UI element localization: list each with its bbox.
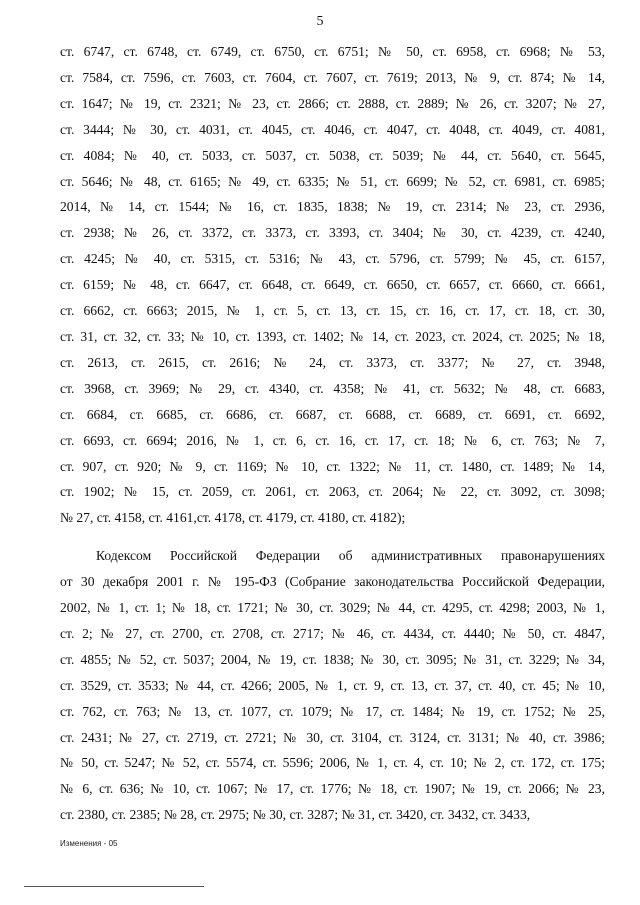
text-line: ст. 2380, ст. 2385; № 28, ст. 2975; № 30, ст. 3287; № 31, ст. 3420, ст. 3432, ст. 3433, [60, 807, 531, 823]
paragraph-code-citations [60, 543, 605, 828]
text-line: ст. 6159; № 48, ст. 6647, ст. 6648, ст. 6649, ст. 6650, ст. 6657, ст. 6660, ст. 6661, [60, 277, 605, 293]
text-line: 2002, № 1, ст. 1; № 18, ст. 1721; № 30, ст. 3029; № 44, ст. 4295, ст. 4298; 2003, № 1, [60, 600, 605, 616]
text-line: № 6, ст. 636; № 10, ст. 1067; № 17, ст. 1776; № 18, ст. 1907; № 19, ст. 2066; № 23, [60, 781, 605, 797]
text-line: ст. 31, ст. 32, ст. 33; № 10, ст. 1393, ст. 1402; № 14, ст. 2023, ст. 2024, ст. 2025; № 18, [60, 328, 605, 344]
text-line: ст. 2; № 27, ст. 2700, ст. 2708, ст. 2717; № 46, ст. 4434, ст. 4440; № 50, ст. 4847, [60, 625, 605, 641]
text-line: Кодексом Российской Федерации об административных правонарушениях [96, 548, 605, 564]
text-line: ст. 2431; № 27, ст. 2719, ст. 2721; № 30, ст. 3104, ст. 3124, ст. 3131; № 40, ст. 3986; [60, 729, 605, 745]
text-line: ст. 4084; № 40, ст. 5033, ст. 5037, ст. 5038, ст. 5039; № 44, ст. 5640, ст. 5645, [60, 147, 605, 163]
text-line: ст. 3968, ст. 3969; № 29, ст. 4340, ст. 4358; № 41, ст. 5632; № 48, ст. 6683, [60, 380, 605, 396]
document-body [60, 39, 605, 828]
text-line: ст. 1902; № 15, ст. 2059, ст. 2061, ст. 2063, ст. 2064; № 22, ст. 3092, ст. 3098; [60, 484, 605, 500]
footer-label: Изменения - 05 [60, 839, 118, 848]
page-number: 5 [316, 14, 324, 29]
paragraph-citations [60, 39, 605, 531]
text-line: ст. 4855; № 52, ст. 5037; 2004, № 19, ст. 1838; № 30, ст. 3095; № 31, ст. 3229; № 34, [60, 651, 605, 667]
text-line: ст. 5646; № 48, ст. 6165; № 49, ст. 6335; № 51, ст. 6699; № 52, ст. 6981, ст. 6985; [60, 173, 605, 189]
text-line: ст. 3529, ст. 3533; № 44, ст. 4266; 2005, № 1, ст. 9, ст. 13, ст. 37, ст. 40, ст. 45; № 10, [60, 677, 605, 693]
text-line: ст. 6693, ст. 6694; 2016, № 1, ст. 6, ст. 16, ст. 17, ст. 18; № 6, ст. 763; № 7, [60, 432, 605, 448]
text-line: ст. 2613, ст. 2615, ст. 2616; № 24, ст. 3373, ст. 3377; № 27, ст. 3948, [60, 354, 605, 370]
text-line: 2014, № 14, ст. 1544; № 16, ст. 1835, 1838; № 19, ст. 2314; № 23, ст. 2936, [60, 199, 605, 215]
text-line: ст. 907, ст. 920; № 9, ст. 1169; № 10, ст. 1322; № 11, ст. 1480, ст. 1489; № 14, [60, 458, 605, 474]
text-line: ст. 7584, ст. 7596, ст. 7603, ст. 7604, ст. 7607, ст. 7619; 2013, № 9, ст. 874; № 14, [60, 69, 605, 85]
text-line: № 27, ст. 4158, ст. 4161,ст. 4178, ст. 4179, ст. 4180, ст. 4182); [60, 510, 406, 526]
text-line: ст. 4245; № 40, ст. 5315, ст. 5316; № 43, ст. 5796, ст. 5799; № 45, ст. 6157, [60, 251, 605, 267]
text-line: ст. 6662, ст. 6663; 2015, № 1, ст. 5, ст. 13, ст. 15, ст. 16, ст. 17, ст. 18, ст. 30, [60, 303, 605, 319]
text-line: ст. 3444; № 30, ст. 4031, ст. 4045, ст. 4046, ст. 4047, ст. 4048, ст. 4049, ст. 4081, [60, 121, 605, 137]
footer-divider [24, 886, 204, 887]
text-line: ст. 6747, ст. 6748, ст. 6749, ст. 6750, ст. 6751; № 50, ст. 6958, ст. 6968; № 53, [60, 44, 605, 59]
text-line: № 50, ст. 5247; № 52, ст. 5574, ст. 5596; 2006, № 1, ст. 4, ст. 10; № 2, ст. 172, ст. 175; [60, 755, 605, 771]
text-line: ст. 762, ст. 763; № 13, ст. 1077, ст. 1079; № 17, ст. 1484; № 19, ст. 1752; № 25, [60, 703, 605, 719]
text-line: ст. 2938; № 26, ст. 3372, ст. 3373, ст. 3393, ст. 3404; № 30, ст. 4239, ст. 4240, [60, 225, 605, 241]
text-line: ст. 1647; № 19, ст. 2321; № 23, ст. 2866; ст. 2888, ст. 2889; № 26, ст. 3207; № 27, [60, 95, 605, 111]
text-line: ст. 6684, ст. 6685, ст. 6686, ст. 6687, ст. 6688, ст. 6689, ст. 6691, ст. 6692, [60, 406, 605, 422]
text-line: от 30 декабря 2001 г. № 195-ФЗ (Собрание законодательства Российской Федерации, [60, 574, 605, 590]
